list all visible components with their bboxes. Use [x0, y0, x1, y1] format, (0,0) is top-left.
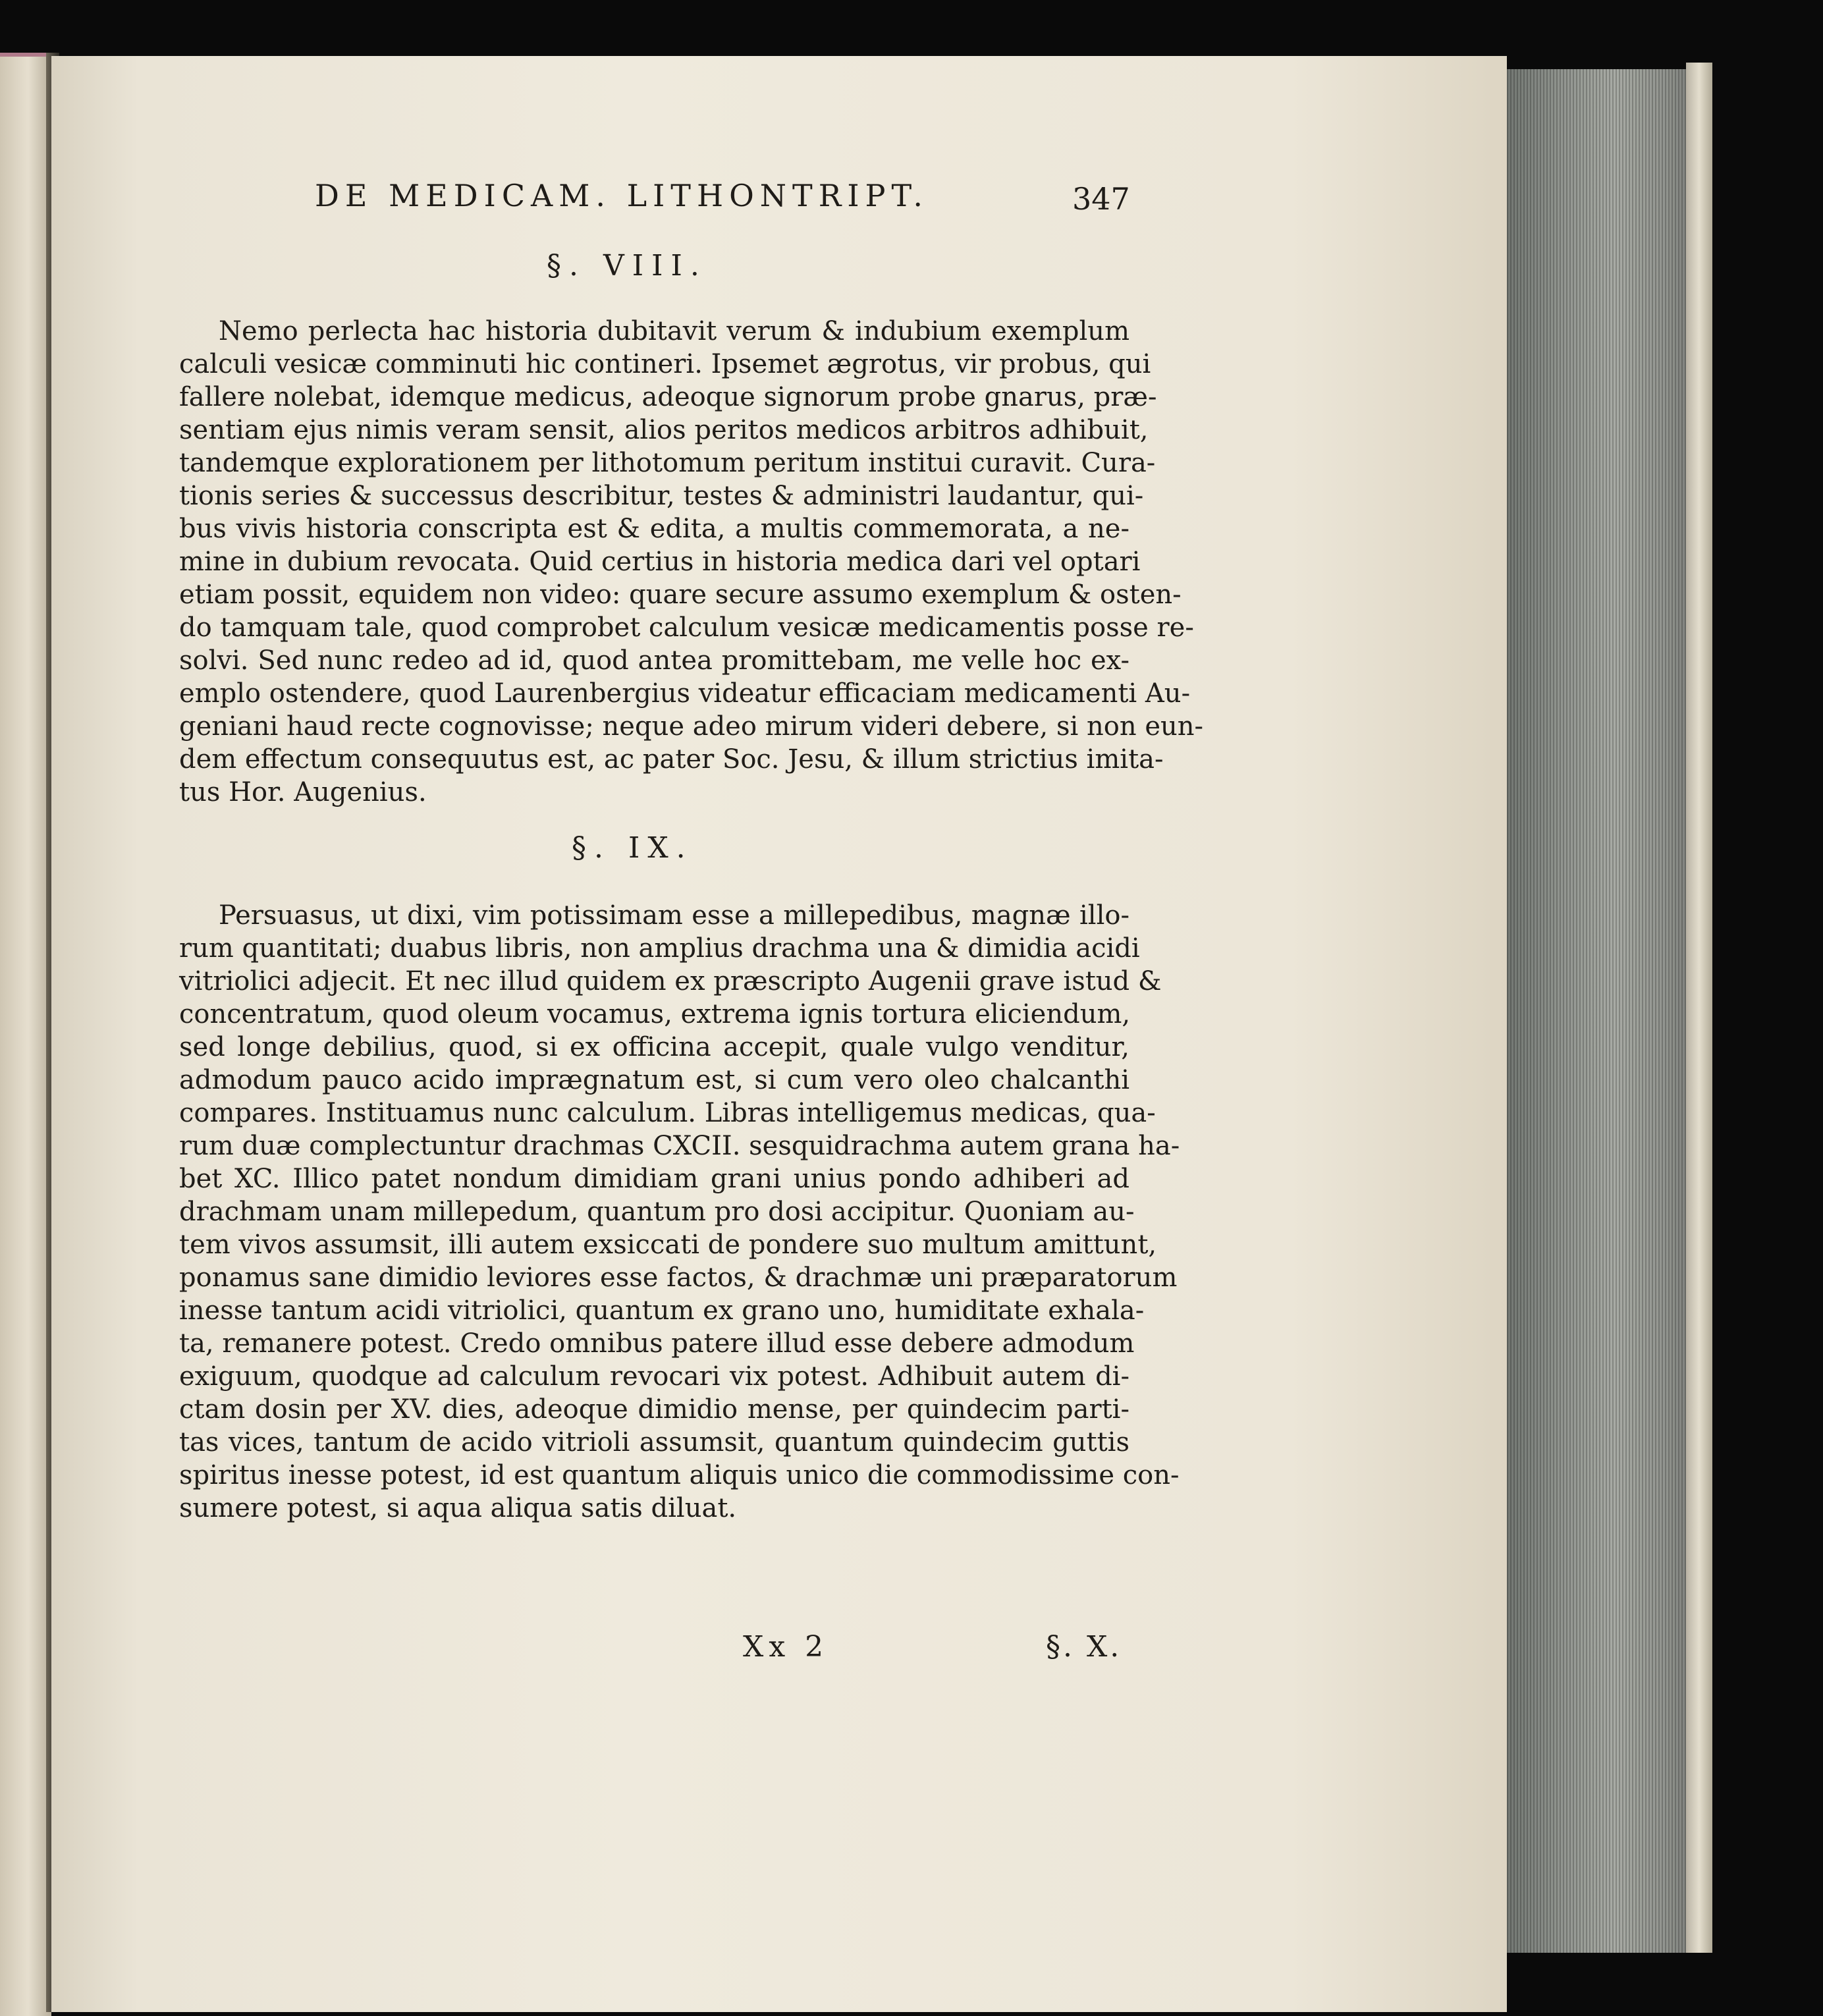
text-line: inesse tantum acidi vitriolici, quantum ex grano uno, humiditate exhala-: [179, 1295, 1145, 1326]
text-line: solvi. Sed nunc redeo ad id, quod antea promittebam, me velle hoc ex-: [179, 645, 1129, 676]
text-line: fallere nolebat, idemque medicus, adeoque signorum probe gnarus, præ-: [179, 382, 1157, 412]
facing-page-edge: [0, 53, 51, 2016]
text-line: tionis series & successus describitur, testes & administri laudantur, qui-: [179, 481, 1144, 511]
text-line: emplo ostendere, quod Laurenbergius videatur efficaciam medicamenti Au-: [179, 678, 1191, 709]
paragraph-section-9: [179, 899, 1180, 1525]
binding-edge: [1686, 63, 1712, 1953]
text-line: tandemque explorationem per lithotomum peritum institui curavit. Cura-: [179, 448, 1156, 478]
text-line: ctam dosin per XV. dies, adeoque dimidio mense, per quindecim parti-: [179, 1394, 1129, 1425]
text-line: Nemo perlecta hac historia dubitavit verum & indubium exemplum: [219, 316, 1129, 346]
text-line: ta, remanere potest. Credo omnibus patere illud esse debere admodum: [179, 1328, 1135, 1359]
text-line: dem effectum consequutus est, ac pater Soc. Jesu, & illum strictius imita-: [179, 744, 1164, 775]
text-line: spiritus inesse potest, id est quantum aliquis unico die commodissime con-: [179, 1460, 1180, 1490]
signature-mark: Xx 2: [743, 1630, 829, 1664]
text-line: tus Hor. Augenius.: [179, 777, 427, 807]
catchword: §. X.: [1046, 1630, 1122, 1664]
text-line: tas vices, tantum de acido vitrioli assumsit, quantum quindecim guttis: [179, 1427, 1129, 1458]
text-line: do tamquam tale, quod comprobet calculum vesicæ medicamentis posse re-: [179, 613, 1194, 643]
section-heading-9: §. IX.: [572, 831, 694, 865]
text-line: geniani haud recte cognovisse; neque adeo mirum videri debere, si non eun-: [179, 711, 1204, 742]
text-line: etiam possit, equidem non video: quare secure assumo exemplum & osten-: [179, 580, 1182, 610]
text-line: rum duæ complectuntur drachmas CXCII. sesquidrachma autem grana ha-: [179, 1131, 1180, 1161]
text-line: admodum pauco acido imprægnatum est, si cum vero oleo chalcanthi: [179, 1065, 1129, 1095]
page-fore-edge: [1507, 69, 1704, 1953]
text-line: bus vivis historia conscripta est & edita, a multis commemorata, a ne-: [179, 514, 1129, 544]
text-line: tem vivos assumsit, illi autem exsiccati de pondere suo multum amittunt,: [179, 1230, 1157, 1260]
text-line: ponamus sane dimidio leviores esse factos, & drachmæ uni præparatorum: [179, 1263, 1178, 1293]
text-line: sentiam ejus nimis veram sensit, alios peritos medicos arbitros adhibuit,: [179, 415, 1149, 445]
page-number: 347: [1072, 181, 1130, 217]
text-line: bet XC. Illico patet nondum dimidiam grani unius pondo adhiberi ad: [179, 1164, 1129, 1194]
text-line: compares. Instituamus nunc calculum. Libras intelligemus medicas, qua-: [179, 1098, 1156, 1128]
text-line: sed longe debilius, quod, si ex officina accepit, quale vulgo venditur,: [179, 1032, 1129, 1062]
text-line: mine in dubium revocata. Quid certius in historia medica dari vel optari: [179, 547, 1141, 577]
running-head: DE MEDICAM. LITHONTRIPT.: [315, 178, 929, 213]
text-line: drachmam unam millepedum, quantum pro dosi accipitur. Quoniam au-: [179, 1197, 1135, 1227]
paragraph-section-8: [179, 315, 1204, 809]
section-heading-8: §. VIII.: [547, 249, 707, 283]
text-line: calculi vesicæ comminuti hic contineri. Ipsemet ægrotus, vir probus, qui: [179, 349, 1151, 379]
text-line: rum quantitati; duabus libris, non amplius drachma una & dimidia acidi: [179, 933, 1140, 964]
text-line: vitriolici adjecit. Et nec illud quidem ex præscripto Augenii grave istud &: [179, 966, 1162, 996]
text-line: Persuasus, ut dixi, vim potissimam esse a millepedibus, magnæ illo-: [219, 900, 1129, 931]
text-line: sumere potest, si aqua aliqua satis diluat.: [179, 1493, 737, 1523]
text-line: concentratum, quod oleum vocamus, extrema ignis tortura eliciendum,: [179, 999, 1131, 1029]
text-line: exiguum, quodque ad calculum revocari vix potest. Adhibuit autem di-: [179, 1361, 1129, 1392]
